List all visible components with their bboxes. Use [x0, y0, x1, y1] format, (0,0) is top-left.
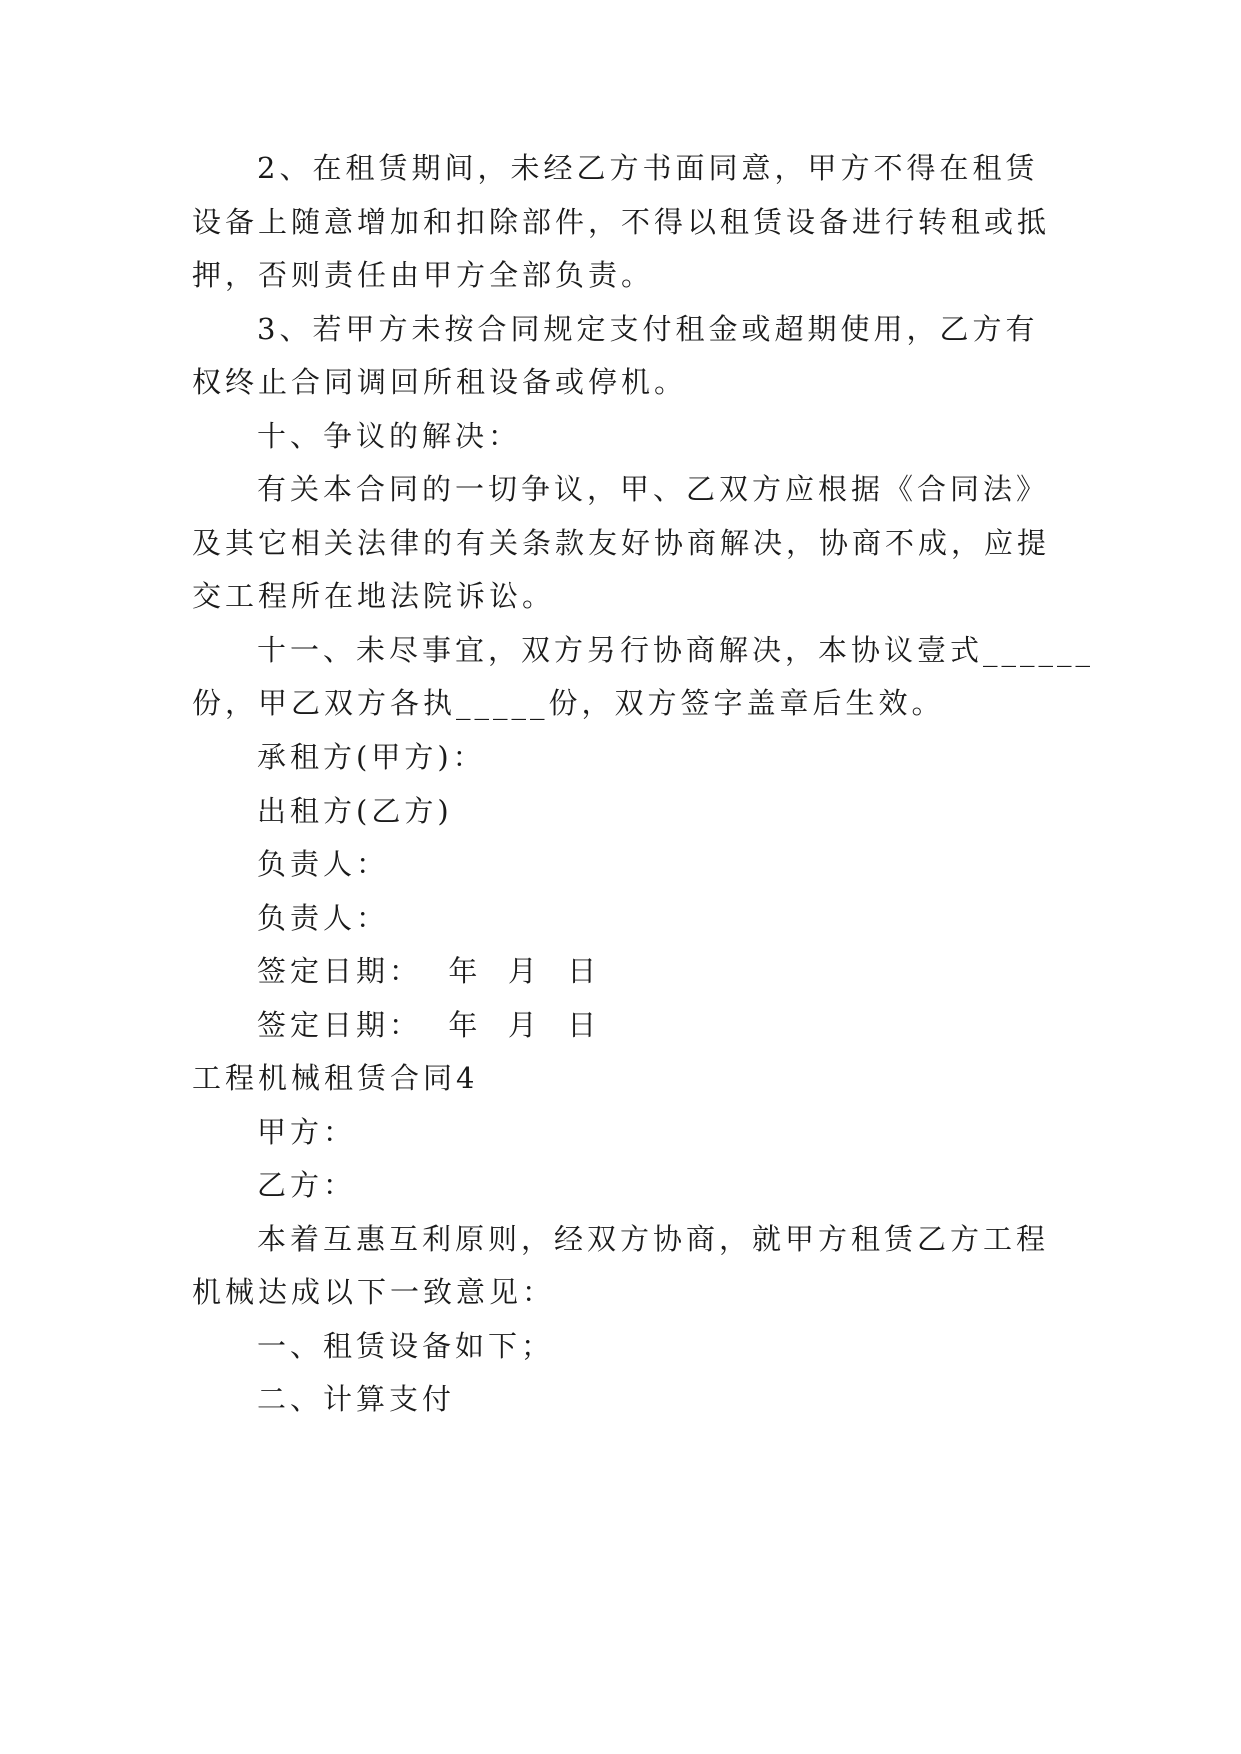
- contract-4-title: 工程机械租赁合同4: [192, 1061, 479, 1095]
- section-10-heading: 十、争议的解决：: [257, 419, 522, 453]
- preamble-line-1: 本着互惠互利原则，经双方协商，就甲方租赁乙方工程: [257, 1222, 1050, 1256]
- clause-2-line-1: 2、在租赁期间，未经乙方书面同意，甲方不得在租赁: [257, 151, 1039, 185]
- preamble-line-2: 机械达成以下一致意见：: [192, 1275, 556, 1309]
- lessor-signing-date: 签定日期： 年 月 日: [257, 1008, 601, 1042]
- clause-2-line-3: 押，否则责任由甲方全部负责。: [192, 258, 655, 292]
- clause-2-line-2: 设备上随意增加和扣除部件，不得以租赁设备进行转租或抵: [192, 205, 1051, 239]
- lessor-label: 出租方(乙方): [257, 794, 453, 828]
- lessor-responsible-label: 负责人：: [257, 901, 390, 935]
- party-a-label: 甲方：: [257, 1115, 357, 1149]
- section-1-heading: 一、租赁设备如下；: [257, 1329, 555, 1363]
- dispute-line-3: 交工程所在地法院诉讼。: [192, 579, 556, 613]
- clause-3-line-2: 权终止合同调回所租设备或停机。: [192, 365, 688, 399]
- dispute-line-2: 及其它相关法律的有关条款友好协商解决，协商不成，应提: [192, 526, 1051, 560]
- section-2-heading: 二、计算支付: [257, 1382, 456, 1416]
- lessee-responsible-label: 负责人：: [257, 847, 390, 881]
- dispute-line-1: 有关本合同的一切争议，甲、乙双方应根据《合同法》: [257, 472, 1050, 506]
- party-b-label: 乙方：: [257, 1168, 357, 1202]
- lessee-label: 承租方(甲方)：: [257, 740, 486, 774]
- clause-3-line-1: 3、若甲方未按合同规定支付租金或超期使用，乙方有: [257, 312, 1039, 346]
- section-11-line-2: 份，甲乙双方各执_____份，双方签字盖章后生效。: [192, 686, 945, 720]
- lessee-signing-date: 签定日期： 年 月 日: [257, 954, 601, 988]
- section-11-line-1: 十一、未尽事宜，双方另行协商解决，本协议壹式______: [257, 633, 1095, 667]
